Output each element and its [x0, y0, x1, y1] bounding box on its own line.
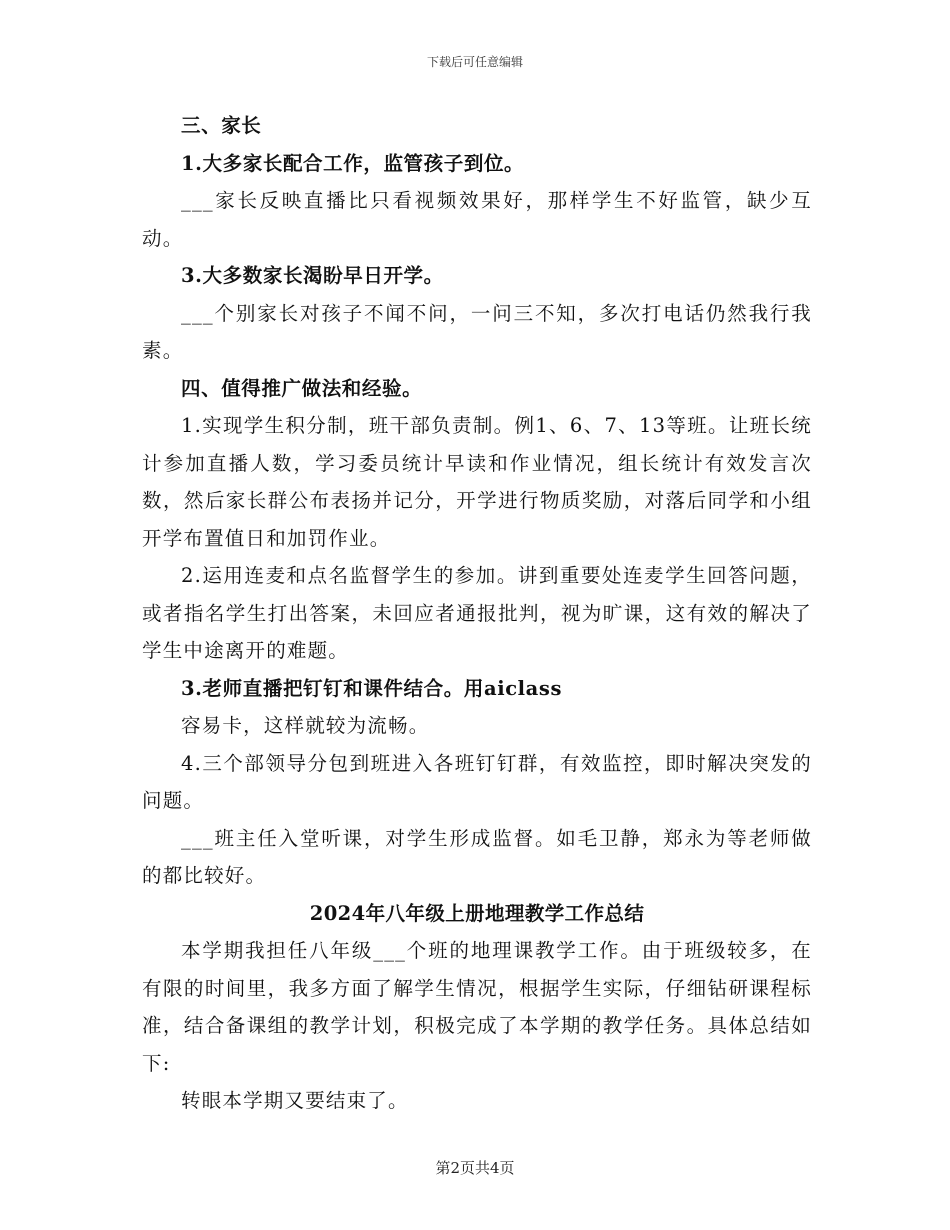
paragraph-indifferent-parents: ___个别家长对孩子不闻不问，一问三不知，多次打电话仍然我行我素。	[142, 301, 812, 362]
section-heading-best-practices: 四、值得推广做法和经验。	[181, 376, 423, 400]
subheading-dingtalk-courseware: 3.老师直播把钉钉和课件结合。用aiclass	[181, 676, 563, 700]
paragraph-live-feedback: ___家长反映直播比只看视频效果好，那样学生不好监管，缺少互动。	[142, 189, 812, 250]
subheading-parents-cooperate: 1.大多家长配合工作，监管孩子到位。	[181, 151, 525, 175]
page-header: 下载后可任意编辑	[426, 55, 523, 69]
paragraph-leaders-monitoring: 4.三个部领导分包到班进入各班钉钉群，有效监控，即时解决突发的问题。	[142, 751, 812, 812]
section-heading-parents: 三、家长	[181, 114, 262, 137]
paragraph-points-system: 1.实现学生积分制，班干部负责制。例1、6、7、13等班。让班长统计参加直播人数，学习委员统计早读和作业情况，组长统计有效发言次数，然后家长群公布表扬并记分，开学进行物质奖励，对落后同学和小组开学布置值日和加罚作业。	[142, 414, 812, 550]
paragraph-geography-intro: 本学期我担任八年级___个班的地理课教学工作。由于班级较多，在有限的时间里，我多方面了解学生情况，根据学生实际，仔细钻研课程标准，结合备课组的教学计划，积极完成了本学期的教学任务。具体总结如下:	[142, 939, 812, 1075]
paragraph-mic-rollcall: 2.运用连麦和点名监督学生的参加。讲到重要处连麦学生回答问题，或者指名学生打出答案，未回应者通报批判，视为旷课，这有效的解决了学生中途离开的难题。	[142, 564, 812, 662]
paragraph-semester-ending: 转眼本学期又要结束了。	[181, 1089, 409, 1112]
document-title: 2024年八年级上册地理教学工作总结	[309, 901, 645, 925]
paragraph-smooth-streaming: 容易卡，这样就较为流畅。	[181, 714, 430, 737]
document-body	[142, 107, 812, 1120]
paragraph-head-teachers: ___班主任入堂听课，对学生形成监督。如毛卫静，郑永为等老师做的都比较好。	[142, 826, 812, 887]
page-footer: 第2页共4页	[435, 1159, 515, 1177]
subheading-parents-await-school: 3.大多数家长渴盼早日开学。	[181, 264, 444, 287]
